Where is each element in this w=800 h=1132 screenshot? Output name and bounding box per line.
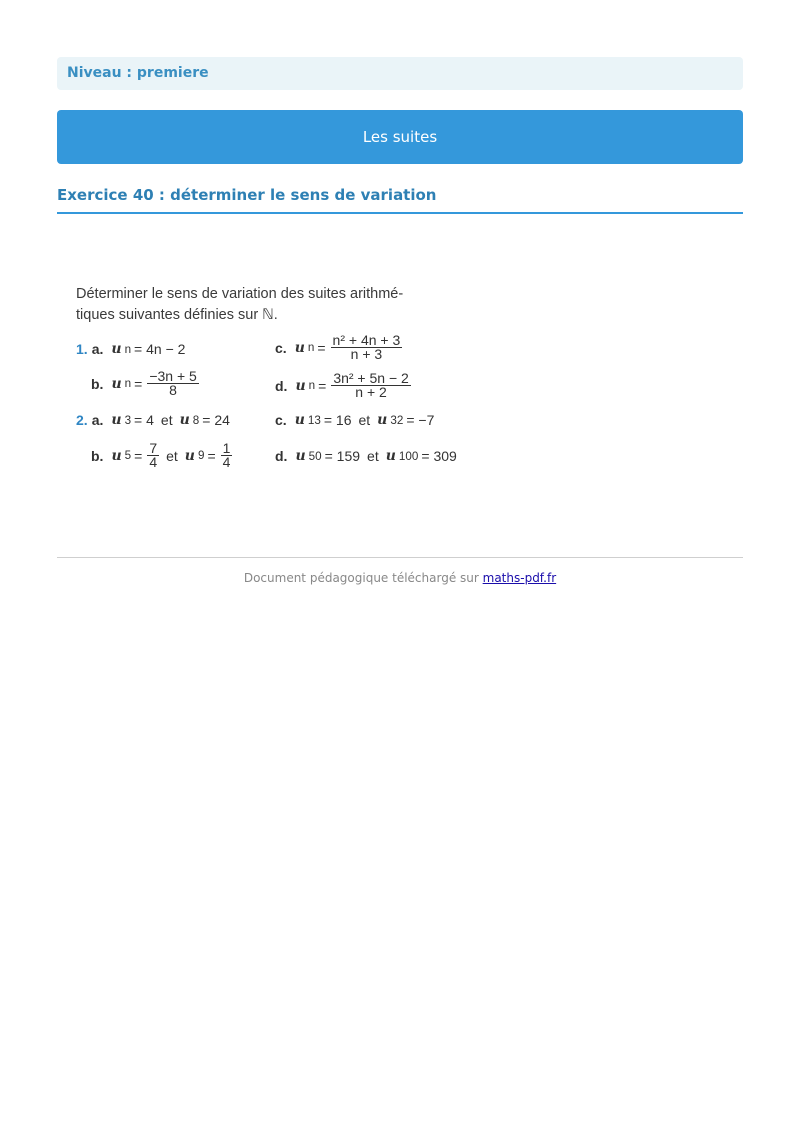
term-index: 50 (308, 449, 322, 463)
denominator: 4 (222, 454, 231, 470)
equals-sign: = (134, 375, 143, 392)
sequence-term: u (111, 412, 122, 428)
q1-b (91, 370, 199, 397)
conjunction: et (166, 447, 178, 464)
numerator: 7 (149, 440, 158, 456)
term-index: 5 (124, 449, 132, 462)
term-index: 8 (192, 413, 200, 427)
term-value: = 24 (202, 412, 230, 428)
item-letter: d. (275, 448, 288, 464)
item-letter: a. (91, 412, 104, 428)
fraction (221, 442, 233, 469)
sequence-term: u (179, 412, 190, 428)
equals-sign: = (317, 339, 326, 356)
sequence-term: u (111, 375, 122, 392)
conjunction: et (367, 448, 379, 464)
fraction (147, 370, 199, 397)
q1-a (76, 341, 185, 357)
numerator: −3n + 5 (149, 368, 197, 384)
sequence-term: u (111, 341, 122, 357)
term-index: n (124, 342, 132, 356)
item-letter: b. (91, 375, 104, 392)
fraction (331, 334, 403, 361)
source-link[interactable]: maths-pdf.fr (482, 571, 557, 585)
fraction (147, 442, 159, 469)
chapter-banner (57, 110, 743, 164)
numerator: 3n² + 5n − 2 (333, 370, 409, 386)
denominator: n + 2 (355, 384, 387, 400)
q2-a (76, 412, 230, 428)
fraction (331, 372, 411, 399)
term-value: = 159 (324, 448, 361, 464)
term-value: = 309 (421, 448, 457, 464)
numerator: 1 (222, 440, 231, 456)
denominator: 8 (169, 382, 177, 398)
term-index: 100 (398, 449, 419, 463)
conjunction: et (358, 412, 371, 428)
sequence-term: u (111, 447, 122, 464)
term-index: n (308, 379, 316, 392)
equals-sign: = (134, 447, 143, 464)
term-index: n (307, 341, 315, 354)
term-value: = 16 (323, 412, 352, 428)
sequence-term: u (294, 339, 305, 356)
q2-c (275, 412, 434, 428)
item-letter: c. (275, 412, 287, 428)
question-number: 2. (76, 412, 88, 428)
q1-c (275, 334, 402, 361)
footer-text: Document pédagogique téléchargé sur (243, 571, 483, 585)
item-letter: b. (91, 447, 104, 464)
denominator: 4 (149, 454, 158, 470)
sequence-term: u (295, 448, 306, 464)
sequence-term: u (294, 412, 305, 428)
denominator: n + 3 (350, 346, 383, 362)
term-index: 32 (390, 413, 404, 427)
intro-line-1: Déterminer le sens de variation des suites arithmé- (76, 286, 404, 302)
expression: = 4n − 2 (134, 341, 186, 357)
title-divider (57, 212, 743, 214)
term-value: = −7 (406, 412, 435, 428)
equals-sign: = (318, 377, 327, 394)
q2-b (91, 442, 232, 469)
exercise-intro (76, 284, 436, 326)
sequence-term: u (184, 447, 195, 464)
q2-d (275, 448, 457, 464)
item-letter: c. (275, 339, 287, 356)
sequence-term: u (295, 377, 306, 394)
numerator: n² + 4n + 3 (332, 332, 401, 348)
level-label: Niveau : premiere (57, 57, 743, 90)
conjunction: et (160, 412, 173, 428)
footer (0, 571, 800, 585)
equals-sign: = (207, 447, 216, 464)
exercise-statement (76, 284, 496, 476)
term-index: 3 (124, 413, 132, 427)
exercise-title: Exercice 40 : déterminer le sens de variation (57, 186, 437, 204)
chapter-title: Les suites (362, 128, 438, 146)
question-number: 1. (76, 341, 88, 357)
term-index: 9 (197, 449, 205, 462)
term-index: n (124, 377, 132, 390)
item-letter: d. (275, 377, 288, 394)
sequence-term: u (385, 448, 396, 464)
term-index: 13 (307, 413, 321, 427)
term-value: = 4 (134, 412, 154, 428)
sequence-term: u (377, 412, 388, 428)
intro-line-2: tiques suivantes définies sur ℕ. (76, 307, 278, 323)
item-letter: a. (91, 341, 104, 357)
q1-d (275, 372, 411, 399)
footer-divider (57, 557, 743, 558)
